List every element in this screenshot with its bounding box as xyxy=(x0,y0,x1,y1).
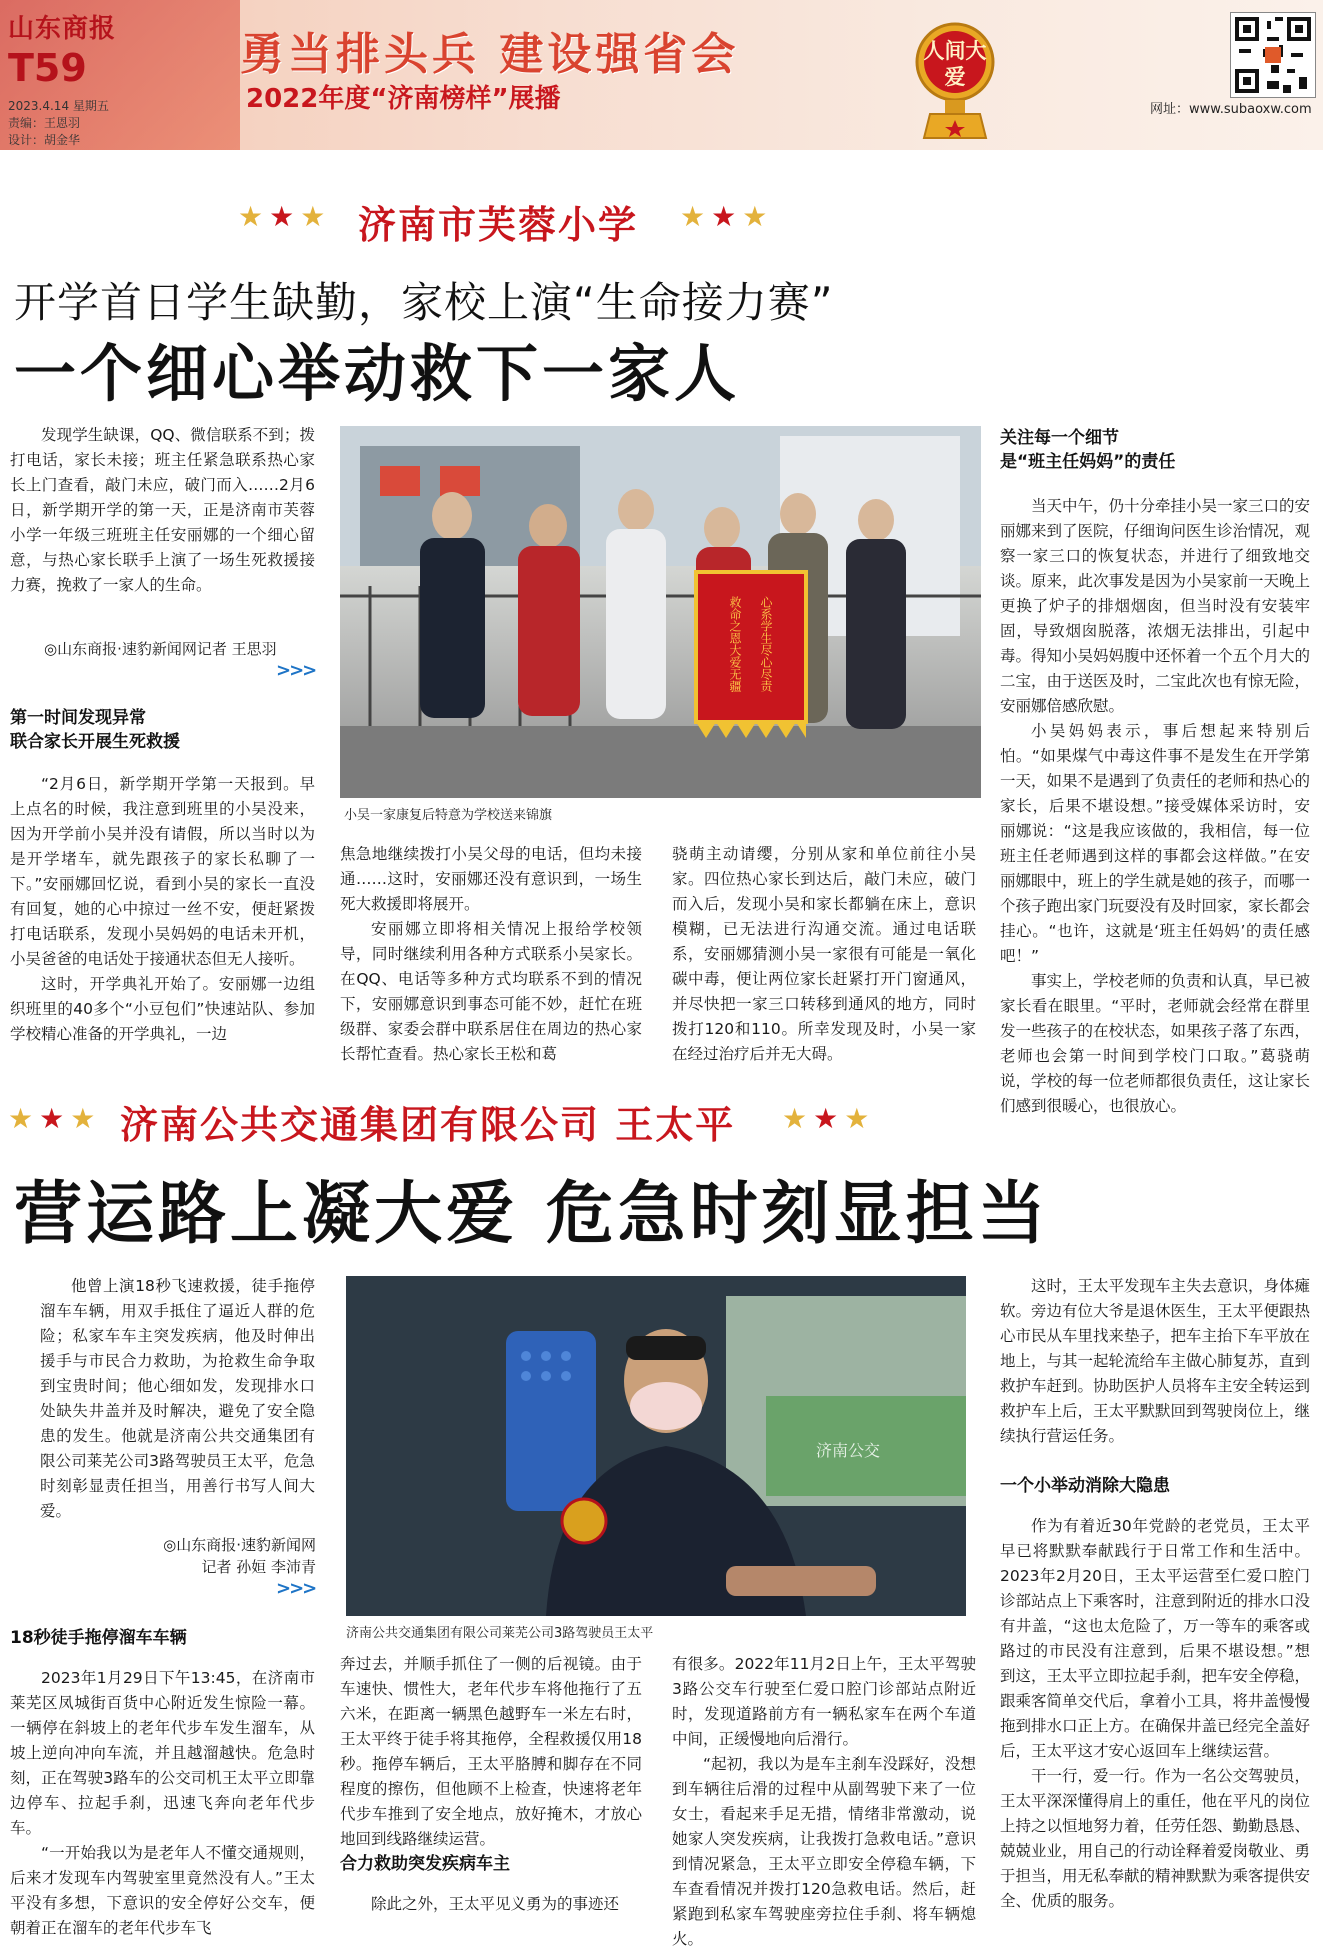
section-stars-right: ★★★ xyxy=(680,200,774,233)
designer-credit: 设计：胡金华 xyxy=(8,133,81,147)
article1-lead xyxy=(10,423,315,598)
article1-photo-caption: 小吴一家康复后特意为学校送来锦旗 xyxy=(344,808,553,823)
article2-byline xyxy=(140,1534,316,1578)
article2-lead-text: 他曾上演18秒飞速救援，徒手拖停溜车车辆，用双手抵住了逼近人群的危险；私家车车主突发疾病，他及时伸出援手与市民合力救助，为抢救生命争取到宝贵时间；他心细如发，发现排水口处缺失井盖并及时解决，避免了安全隐患的发生。他就是济南公共交通集团有限公司莱芜公司3路驾驶员王太平，危急时刻彰显责任担当，用善行书写人间大爱。 xyxy=(40,1277,315,1520)
article1-col3 xyxy=(672,842,976,1067)
article2-col3 xyxy=(672,1652,976,1952)
paragraph: 焦急地继续拨打小吴父母的电话，但均未接通……这时，安丽娜还没有意识到，一场生死大救援即将展开。 xyxy=(340,845,642,913)
article2-subhead2: 合力救助突发疾病车主 xyxy=(340,1854,510,1874)
section-stars-left: ★★★ xyxy=(238,200,332,233)
article1-lead-text: 发现学生缺课，QQ、微信联系不到；拨打电话，家长未接；班主任紧急联系热心家长上门查看，敲门未应，破门而入……2月6日，新学期开学的第一天，正是济南市芙蓉小学一年级三班班主任安丽娜的一个细心留意，与热心家长联手上演了一场生死救援接力赛，挽救了一家人的生命。 xyxy=(10,426,315,594)
paragraph: 安丽娜立即将相关情况上报给学校领导，同时继续利用各种方式联系小吴家长。在QQ、电话等多种方式均联系不到的情况下，安丽娜意识到事态可能不妙，赶忙在班级群、家委会群中联系居住在周边的热心家长帮忙查看。热心家长王松和葛 xyxy=(340,920,642,1063)
svg-text:心系学生尽心尽责: 心系学生尽心尽责 xyxy=(759,596,773,692)
paragraph: 事实上，学校老师的负责和认真，早已被家长看在眼里。“平时，老师就会经常在群里发一些孩子的在校状态，如果孩子落了东西，老师也会第一时间到学校门口取。”葛骁萌说，学校的每一位老师都很负责任，这让家长们感到很暖心，也很放心。 xyxy=(1000,972,1311,1115)
article1-photo xyxy=(340,426,981,798)
paragraph: 干一行，爱一行。作为一名公交驾驶员，王太平深深懂得肩上的重任，他在平凡的岗位上持之以恒地努力着，任劳任怨、勤勤恳恳、兢兢业业，用自己的行动诠释着爱岗敬业、勇于担当，用无私奉献的精神默默为乘客提供安全、优质的服务。 xyxy=(1000,1767,1311,1910)
article2-photo-caption: 济南公共交通集团有限公司莱芜公司3路驾驶员王太平 xyxy=(346,1626,654,1641)
article1-section-title: 济南市芙蓉小学 xyxy=(358,203,639,247)
banner-subslogan: 2022年度“济南榜样”展播 xyxy=(246,84,561,114)
issue-date: 2023.4.14 星期五 xyxy=(8,99,109,113)
bus-sign-text: 济南公交 xyxy=(816,1441,881,1460)
article2-col4 xyxy=(1000,1274,1310,1449)
article1-col4 xyxy=(1000,494,1310,1119)
article1-byline: ◎山东商报·速豹新闻网记者 王思羽 xyxy=(44,640,277,658)
article1-subhead1-line1: 第一时间发现异常 xyxy=(10,708,146,728)
paragraph: 奔过去，并顺手抓住了一侧的后视镜。由于车速快、惯性大，老年代步车将他拖行了五六米，在距离一辆黑色越野车一米左右时，王太平终于徒手将其拖停，全程救援仅用18秒。拖停车辆后，王太平胳膊和脚存在不同程度的擦伤，但他顾不上检查，快速将老年代步车推到了安全地点，放好掩木，才放心地回到线路继续运营。 xyxy=(340,1655,642,1848)
article1-subheadline: 开学首日学生缺勤，家校上演“生命接力赛” xyxy=(14,278,834,327)
article2-photo xyxy=(346,1276,966,1616)
paragraph: 这时，王太平发现车主失去意识，身体瘫软。旁边有位大爷是退休医生，王太平便跟热心市民从车里找来垫子，把车主抬下车平放在地上，与其一起轮流给车主做心肺复苏，直到救护车赶到。协助医护人员将车主安全转运到救护车上后，王太平默默回到驾驶岗位上，继续执行营运任务。 xyxy=(1000,1277,1311,1445)
section-stars-left: ★★★ xyxy=(8,1102,102,1135)
article2-section-title: 济南公共交通集团有限公司 王太平 xyxy=(120,1103,736,1147)
article2-col1 xyxy=(10,1666,315,1941)
trophy-badge-text: 人间大爱 xyxy=(923,39,987,89)
paragraph: “起初，我以为是车主刹车没踩好，没想到车辆往后滑的过程中从副驾驶下来了一位女士，看起来手足无措，情绪非常激动，说她家人突发疾病，让我拨打急救电话。”意识到情况紧急，王太平立即安全停稳车辆，下车查看情况并拨打120急救电话。然后，赶紧跑到私家车驾驶座旁拉住手刹、将车辆熄火。 xyxy=(672,1755,976,1948)
paragraph: 2023年1月29日下午13:45，在济南市莱芜区凤城街百货中心附近发生惊险一幕。一辆停在斜坡上的老年代步车发生溜车，从坡上逆向冲向车流，并且越溜越快。危急时刻，正在驾驶3路车的公交司机王太平立即靠边停车、拉起手刹，迅速飞奔向老年代步车。 xyxy=(10,1669,315,1837)
paragraph: 小吴妈妈表示，事后想起来特别后怕。“如果煤气中毒这件事不是发生在开学第一天，如果不是遇到了负责任的老师和热心的家长，后果不堪设想。”接受媒体采访时，安丽娜说：“这是我应该做的，我相信，每一位班主任老师遇到这样的事都会这样做。”在安丽娜眼中，班上的学生就是她的孩子，而哪一个孩子跑出家门玩耍没有及时回家，家长都会挂心。“也许，这就是‘班主任妈妈’的责任感吧！” xyxy=(1000,722,1311,965)
article2-subhead1: 18秒徒手拖停溜车车辆 xyxy=(10,1628,187,1648)
paragraph: 当天中午，仍十分牵挂小吴一家三口的安丽娜来到了医院，仔细询问医生诊治情况，观察一家三口的恢复状态，并进行了细致地交谈。原来，此次事发是因为小吴家前一天晚上更换了炉子的排烟烟囱，但当时没有安装牢固，导致烟囱脱落，浓烟无法排出，引起中毒。得知小吴妈妈腹中还怀着一个五个月大的二宝，由于送医及时，二宝此次也有惊无险，安丽娜倍感欣慰。 xyxy=(1000,497,1311,715)
paragraph: “一开始我以为是老年人不懂交通规则，后来才发现车内驾驶室里竟然没有人。”王太平没有多想，下意识的安全停好公交车，便朝着正在溜车的老年代步车飞 xyxy=(10,1844,315,1937)
article2-col2b xyxy=(340,1892,642,1917)
article2-col2 xyxy=(340,1652,642,1852)
paragraph: 骁萌主动请缨，分别从家和单位前往小吴家。四位热心家长到达后，敲门未应，破门而入后，发现小吴和家长都躺在床上，意识模糊，已无法进行沟通交流。通过电话联系，安丽娜猜测小吴一家很有可能是一氧化碳中毒，便让两位家长赶紧打开门窗通风，并尽快把一家三口转移到通风的地方，同时拨打120和110。所幸发现及时，小吴一家在经过治疗后并无大碍。 xyxy=(672,845,976,1063)
article1-headline[interactable]: 一个细心举动救下一家人 xyxy=(14,337,741,410)
paragraph: 这时，开学典礼开始了。安丽娜一边组织班里的40多个“小豆包们”快速站队、参加学校精心准备的开学典礼，一边 xyxy=(10,975,315,1043)
paragraph: 作为有着近30年党龄的老党员，王太平早已将默默奉献践行于日常工作和生活中。2023年2月20日，王太平运营至仁爱口腔门诊部站点上下乘客时，注意到附近的排水口没有井盖，“这也太危险了，万一等车的乘客或路过的市民没有注意到，后果不堪设想。”想到这，王太平立即拉起手刹，把车安全停稳，跟乘客简单交代后，拿着小工具，将井盖慢慢拖到排水口正上方。在确保井盖已经完全盖好后，王太平这才安心返回车上继续运营。 xyxy=(1000,1517,1311,1760)
editor-credit: 责编：王恩羽 xyxy=(8,116,81,130)
article1-subhead2-line2: 是“班主任妈妈”的责任 xyxy=(1000,452,1176,472)
article1-arrows: >>> xyxy=(276,660,316,681)
section-stars-right: ★★★ xyxy=(782,1102,876,1135)
newspaper-name: 山东商报 xyxy=(8,14,117,44)
article2-headline[interactable]: 营运路上凝大爱 危急时刻显担当 xyxy=(14,1175,1050,1254)
website-link[interactable]: 网址：www.subaoxw.com xyxy=(1150,102,1312,117)
article2-lead xyxy=(40,1274,315,1524)
qr-code-icon[interactable] xyxy=(1230,12,1316,98)
article1-subhead1-line2: 联合家长开展生死救援 xyxy=(10,732,180,752)
article1-subhead1 xyxy=(10,706,320,754)
article1-col1 xyxy=(10,772,315,1047)
page-number: T59 xyxy=(8,46,87,90)
svg-text:救命之恩大爱无疆: 救命之恩大爱无疆 xyxy=(728,596,742,692)
paragraph: “2月6日，新学期开学第一天报到。早上点名的时候，我注意到班里的小吴没来，因为开学前小吴并没有请假，所以当时以为是开学堵车，就先跟孩子的家长私聊了一下。”安丽娜回忆说，看到小吴的家长一直没有回复，她的心中掠过一丝不安，便赶紧拨打电话联系，发现小吴妈妈的电话未开机，小吴爸爸的电话处于接通状态但无人接听。 xyxy=(10,775,315,968)
article2-byline-line2: 记者 孙姮 李沛青 xyxy=(201,1558,316,1576)
article1-subhead2-line1: 关注每一个细节 xyxy=(1000,428,1119,448)
article2-arrows: >>> xyxy=(276,1578,316,1599)
article1-subhead2 xyxy=(1000,426,1310,474)
paragraph: 有很多。2022年11月2日上午，王太平驾驶3路公交车行驶至仁爱口腔门诊部站点附近时，发现道路前方有一辆私家车在两个车道中间，正缓慢地向后滑行。 xyxy=(672,1655,976,1748)
article2-byline-line1: ◎山东商报·速豹新闻网 xyxy=(163,1536,316,1554)
article2-subhead3: 一个小举动消除大隐患 xyxy=(1000,1476,1170,1496)
article1-col2 xyxy=(340,842,642,1067)
article2-col4b xyxy=(1000,1514,1310,1914)
banner-slogan: 勇当排头兵 建设强省会 xyxy=(240,29,740,80)
paragraph: 除此之外，王太平见义勇为的事迹还 xyxy=(371,1895,620,1913)
